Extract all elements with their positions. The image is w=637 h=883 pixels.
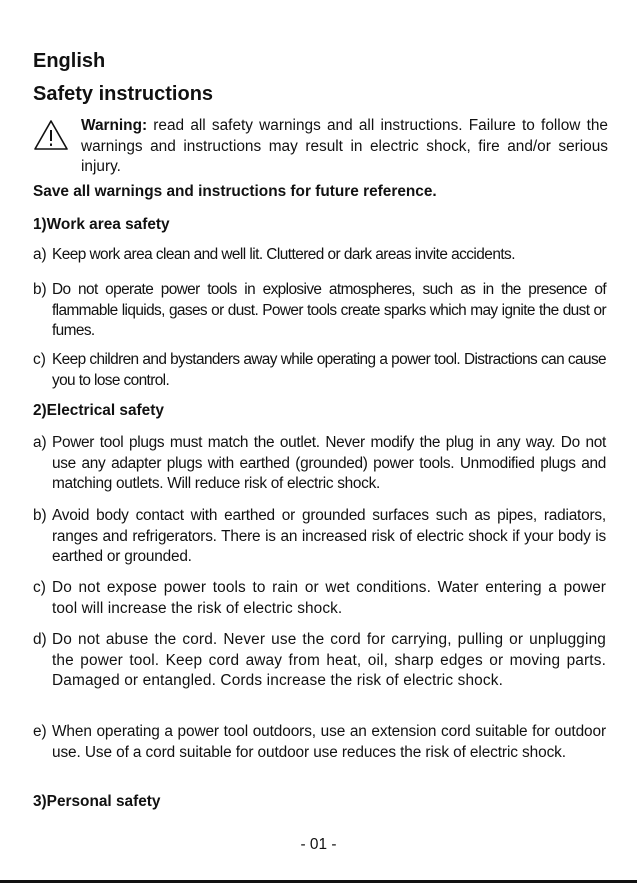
item-text: Do not expose power tools to rain or wet conditions. Water entering a power tool will increase the risk of electric shock.	[52, 579, 606, 617]
list-item	[33, 506, 606, 568]
save-instructions-note: Save all warnings and instructions for future reference.	[33, 183, 437, 200]
warning-label: Warning:	[81, 117, 148, 134]
list-item	[33, 630, 606, 692]
item-letter: b)	[33, 507, 47, 524]
item-letter: c)	[33, 579, 46, 596]
item-text: Power tool plugs must match the outlet. Never modify the plug in any way. Do not use any adapter plugs with earthed (grounded) power tools. Unmodified plugs and matching outlets. Will reduce risk of electric shock.	[52, 434, 606, 492]
item-text: Do not operate power tools in explosive atmospheres, such as in the presence of flammable liquids, gases or dust. Power tools create sparks which may ignite the dust or fumes.	[52, 281, 606, 339]
item-letter: a)	[33, 434, 47, 451]
language-heading: English	[33, 50, 106, 72]
section-heading-personal: 3)Personal safety	[33, 793, 161, 810]
item-letter: d)	[33, 631, 47, 648]
list-item	[33, 722, 606, 763]
item-text: When operating a power tool outdoors, use an extension cord suitable for outdoor use. Use of a cord suitable for outdoor use reduces the risk of electric shock.	[52, 723, 606, 761]
item-text: Keep children and bystanders away while operating a power tool. Distractions can cause you to lose control.	[52, 351, 606, 389]
item-letter: b)	[33, 281, 47, 298]
item-letter: e)	[33, 723, 47, 740]
warning-body: read all safety warnings and all instructions. Failure to follow the warnings and instructions may result in electric shock, fire and/or serious injury.	[81, 117, 608, 175]
page-title: Safety instructions	[33, 83, 214, 105]
item-letter: a)	[33, 246, 47, 263]
warning-block	[33, 116, 608, 178]
list-item	[33, 578, 606, 619]
item-text: Keep work area clean and well lit. Cluttered or dark areas invite accidents.	[52, 246, 515, 263]
warning-triangle-icon	[33, 119, 69, 151]
list-item	[33, 245, 606, 266]
warning-text	[81, 116, 608, 178]
page-number: - 01 -	[300, 836, 337, 853]
item-text: Do not abuse the cord. Never use the cord for carrying, pulling or unplugging the power tool. Keep cord away from heat, oil, sharp edges or moving parts. Damaged or entangled. Cords increase the risk of electric shock.	[52, 631, 606, 689]
item-letter: c)	[33, 351, 46, 368]
section-heading-electrical: 2)Electrical safety	[33, 402, 164, 419]
list-item	[33, 350, 606, 391]
list-item	[33, 280, 606, 342]
item-text: Avoid body contact with earthed or grounded surfaces such as pipes, radiators, ranges and refrigerators. There is an increased risk of electric shock if your body is earthed or grounded.	[52, 507, 606, 565]
list-item	[33, 433, 606, 495]
section-heading-work-area: 1)Work area safety	[33, 216, 170, 233]
